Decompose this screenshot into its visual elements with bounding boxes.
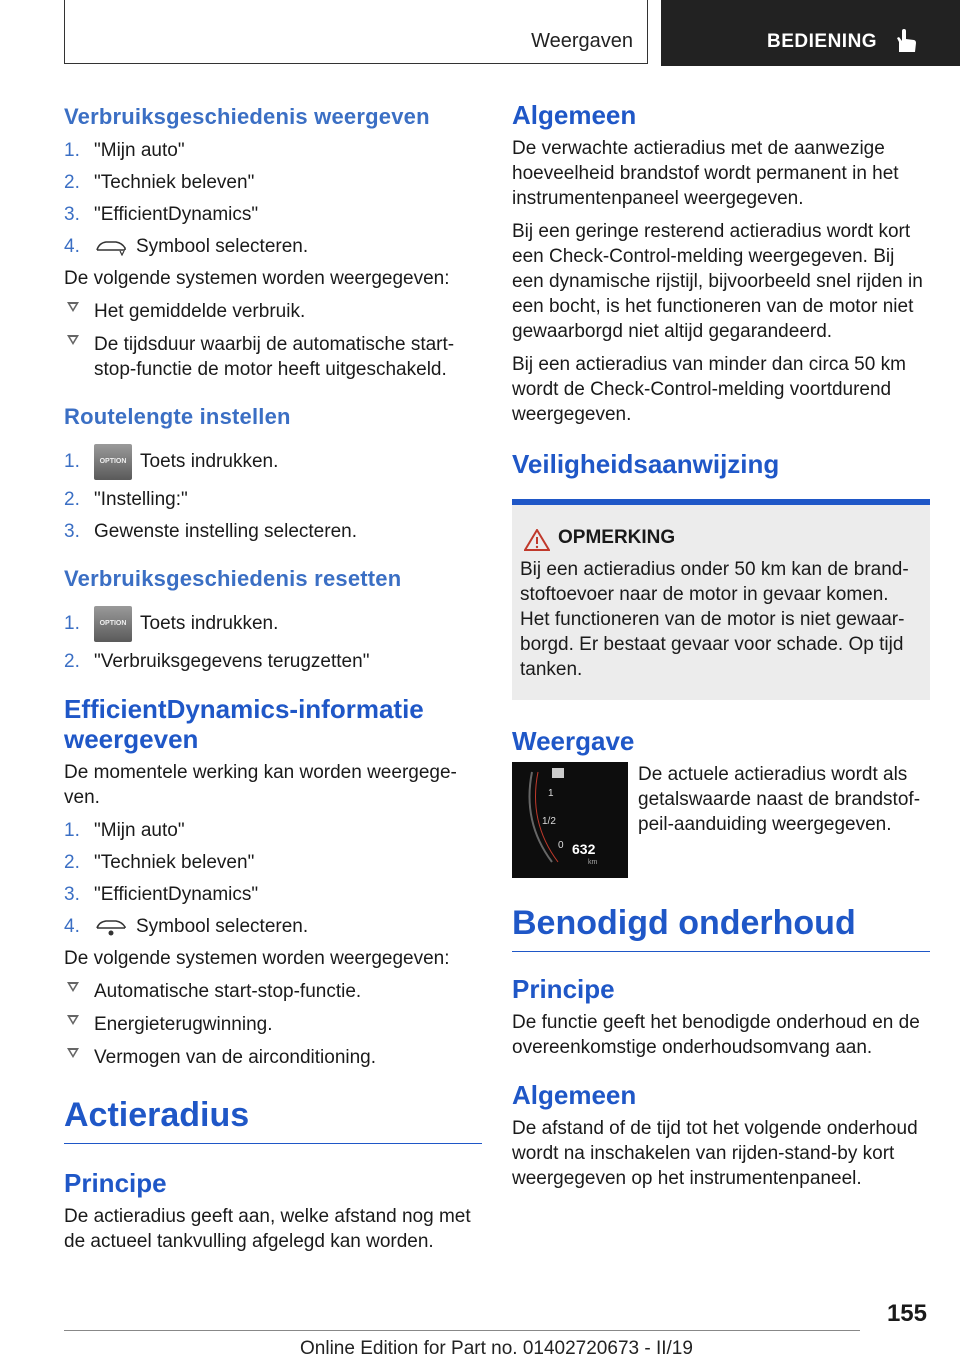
list-item: 2. "Instelling:" xyxy=(64,489,188,511)
option-button-icon: OPTION xyxy=(94,444,132,480)
footer-divider xyxy=(64,1330,860,1331)
list-item: 1. "Mijn auto" xyxy=(64,140,185,161)
page-number: 155 xyxy=(886,1300,927,1327)
algemeen-p3: Bij een actieradius van minder dan circa 50 km wordt de Check-Control-melding voortdurend weergegeven. xyxy=(512,354,906,425)
warning-text: Bij een actieradius onder 50 km kan de brandstoftoevoer naar de motor in gevaar komen. Het functioneren van de motor is niet gewaarborgd. Er bestaat gevaar voor schade. Op tijd tanken. xyxy=(520,559,909,680)
list-item: De tijdsduur waarbij de automatische start-stop-functie de motor heeft uitgeschakeld. xyxy=(64,332,482,382)
intro-text: De volgende systemen worden weergegeven: xyxy=(64,268,450,289)
principe-text: De actieradius geeft aan, welke afstand nog met de actueel tankvulling afgelegd kan worden. xyxy=(64,1206,471,1253)
onderhoud-algemeen-text: De afstand of de tijd tot het volgende onderhoud wordt na inschakelen van rijden-stand-by kort weergegeven op het instrumentenpaneel. xyxy=(512,1118,918,1189)
list-item: 4. Symbool selecteren. xyxy=(64,916,309,938)
list-item: 4. Symbool selecteren. xyxy=(64,236,309,257)
efficientdynamics-text: De momentele werking kan worden weergegeven. xyxy=(64,762,457,809)
gauge-label: 0 xyxy=(558,840,564,851)
gauge-label: 1/2 xyxy=(542,816,556,827)
list-item: 3. "EfficientDynamics" xyxy=(64,884,259,906)
list-item: 1. OPTION Toets indrukken. xyxy=(64,444,482,480)
list-item: Energieterugwinning. xyxy=(64,1012,482,1037)
edition-text: Online Edition for Part no. 01402720673 - II/19 xyxy=(300,1338,693,1359)
list-item: Het gemiddelde verbruik. xyxy=(64,299,482,324)
left-column xyxy=(64,100,482,1262)
heading-verbruik-resetten: Verbruiksgeschiedenis resetten xyxy=(64,566,402,592)
bullets-efficientdynamics xyxy=(64,979,482,1070)
fuel-gauge-image xyxy=(512,762,628,878)
algemeen-p1: De verwachte actieradius met de aanwezige hoeveelheid brandstof wordt permanent in het instrumentenpaneel weergegeven. xyxy=(512,138,899,209)
range-value: 632 xyxy=(572,841,596,857)
intro-text: De volgende systemen worden weergegeven: xyxy=(64,948,450,970)
list-item: 1. "Mijn auto" xyxy=(64,820,185,842)
option-button-icon: OPTION xyxy=(94,606,132,642)
list-item: 2. "Verbruiksgegevens terugzetten" xyxy=(64,651,370,673)
heading-routelengte: Routelengte instellen xyxy=(64,404,291,429)
car-efficiency-icon xyxy=(94,238,128,256)
steps-verbruik-resetten xyxy=(64,606,482,674)
warning-box xyxy=(512,505,930,700)
list-item: Vermogen van de airconditioning. xyxy=(64,1045,482,1070)
steps-efficientdynamics xyxy=(64,818,482,939)
steps-verbruik-weergeven xyxy=(64,138,482,259)
gauge-label: 1 xyxy=(548,788,554,799)
list-item: 3. Gewenste instelling selecteren. xyxy=(64,521,357,543)
heading-algemeen-2: Algemeen xyxy=(512,1080,637,1110)
list-item: Automatische start-stop-functie. xyxy=(64,979,482,1004)
algemeen-p2: Bij een geringe resterend actieradius wordt kort een Check-Control-melding weergegeven. Bij een dynamische rijstijl, bijvoorbeeld snel rijden in een bocht, is het functioneren van de motor niet gewaarborgd niet altijd gegarandeerd. xyxy=(512,221,923,342)
page-header xyxy=(0,0,960,66)
section-tab xyxy=(64,0,648,64)
list-item: 1. OPTION Toets indrukken. xyxy=(64,606,482,642)
weergave-block xyxy=(512,762,930,878)
list-item: 2. "Techniek beleven" xyxy=(64,852,255,874)
warning-title: OPMERKING xyxy=(558,527,676,548)
heading-principe-2: Principe xyxy=(512,974,615,1004)
chapter-tab xyxy=(661,0,960,66)
onderhoud-principe-text: De functie geeft het benodigde onderhoud en de overeenkomstige onderhoudsomvang aan. xyxy=(512,1012,920,1058)
hand-pointer-icon xyxy=(895,28,919,54)
right-column xyxy=(512,100,930,1199)
warning-triangle-icon xyxy=(524,529,550,551)
list-item: 3. "EfficientDynamics" xyxy=(64,204,259,225)
heading-principe: Principe xyxy=(64,1168,167,1199)
list-item: 2. "Techniek beleven" xyxy=(64,172,255,193)
heading-actieradius: Actieradius xyxy=(64,1096,482,1144)
heading-efficientdynamics: EfficientDynamics-informatie weergeven xyxy=(64,694,424,755)
steps-routelengte xyxy=(64,444,482,544)
chapter-title: BEDIENING xyxy=(767,31,878,52)
heading-onderhoud: Benodigd onderhoud xyxy=(512,904,930,952)
heading-algemeen: Algemeen xyxy=(512,100,637,130)
heading-verbruik-weergeven: Verbruiksgeschiedenis weergeven xyxy=(64,104,430,129)
section-title: Weergaven xyxy=(531,30,633,52)
range-unit: km xyxy=(588,859,598,866)
bullets-verbruik xyxy=(64,299,482,382)
heading-weergave: Weergave xyxy=(512,726,635,756)
car-energy-icon xyxy=(94,918,128,936)
weergave-text: De actuele actieradius wordt als getalswaarde naast de brandstofpeil-aanduiding weergegeven. xyxy=(638,764,921,835)
heading-veiligheid: Veiligheidsaanwijzing xyxy=(512,449,780,479)
